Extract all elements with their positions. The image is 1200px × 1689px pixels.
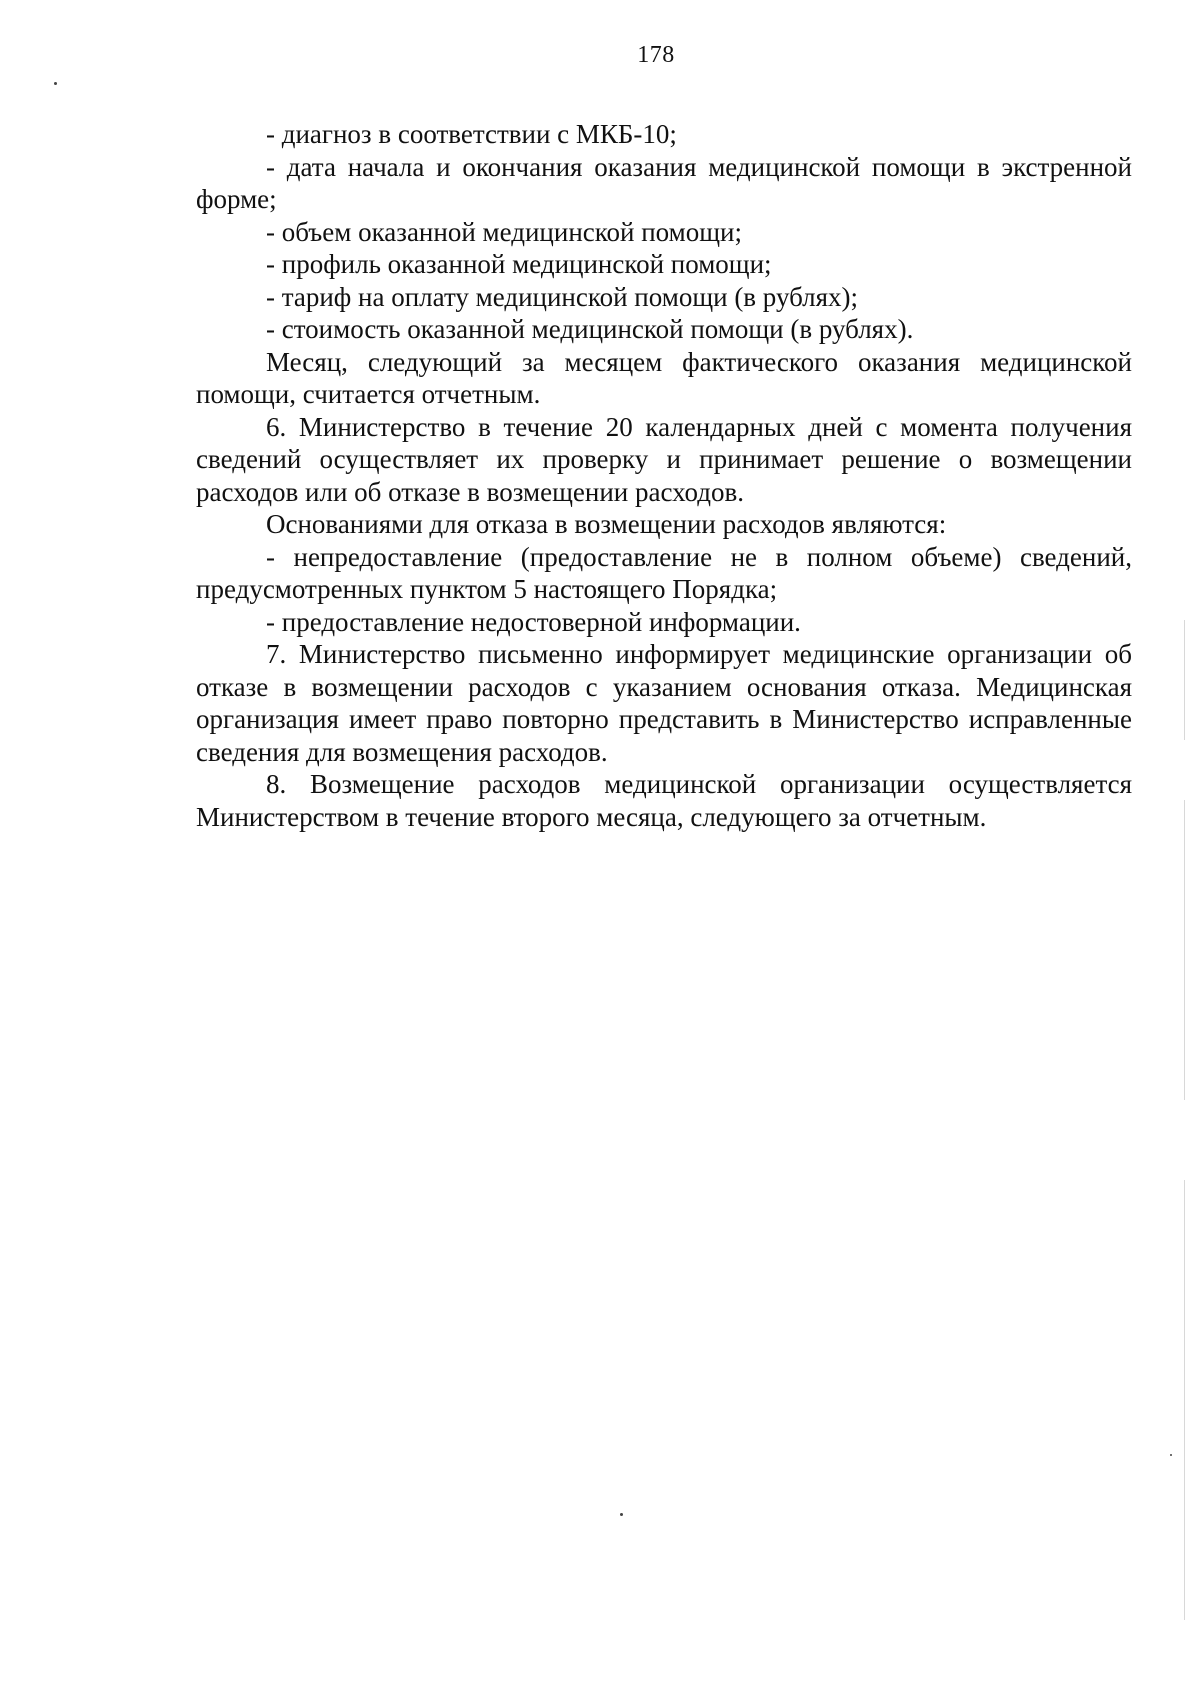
scan-streak	[1184, 800, 1185, 1100]
scan-speck	[620, 1513, 623, 1516]
paragraph-refusal-grounds: Основаниями для отказа в возмещении расходов являются:	[266, 509, 947, 539]
scan-speck	[54, 82, 57, 85]
document-body	[196, 118, 1132, 833]
paragraph-profile: - профиль оказанной медицинской помощи;	[266, 249, 772, 279]
paragraph-diagnosis: - диагноз в соответствии с МКБ-10;	[266, 119, 677, 149]
paragraph-item-6: 6. Министерство в течение 20 календарных дней с момента получения сведений осуществляет их проверку и принимает решение о возмещении расходов или об отказе в возмещении расходов.	[196, 411, 1132, 507]
paragraph-false-info: - предоставление недостоверной информации.	[266, 606, 801, 637]
scan-streak	[1184, 620, 1185, 740]
paragraph-item-7: 7. Министерство письменно информирует медицинские организации об отказе в возмещении расходов с указанием основания отказа. Медицинская организация имеет право повторно представить в Министерство исправленные сведения для возмещения расходов.	[196, 639, 1132, 767]
paragraph-cost: - стоимость оказанной медицинской помощи (в рублях).	[266, 314, 914, 344]
paragraph-volume: - объем оказанной медицинской помощи;	[266, 216, 742, 247]
page-number: 178	[637, 42, 675, 68]
paragraph-non-provision: - непредоставление (предоставление не в полном объеме) сведений, предусмотренных пунктом 5 настоящего Порядка;	[196, 541, 1132, 604]
paragraph-reporting-month: Месяц, следующий за месяцем фактического оказания медицинской помощи, считается отчетным.	[196, 346, 1132, 409]
paragraph-item-8: 8. Возмещение расходов медицинской организации осуществляется Министерством в течение второго месяца, следующего за отчетным.	[196, 769, 1132, 832]
scan-streak	[1184, 1180, 1185, 1620]
paragraph-dates: - дата начала и окончания оказания медицинской помощи в экстренной форме;	[196, 151, 1132, 214]
scan-speck	[1170, 1454, 1172, 1456]
paragraph-tariff: - тариф на оплату медицинской помощи (в рублях);	[266, 281, 859, 312]
